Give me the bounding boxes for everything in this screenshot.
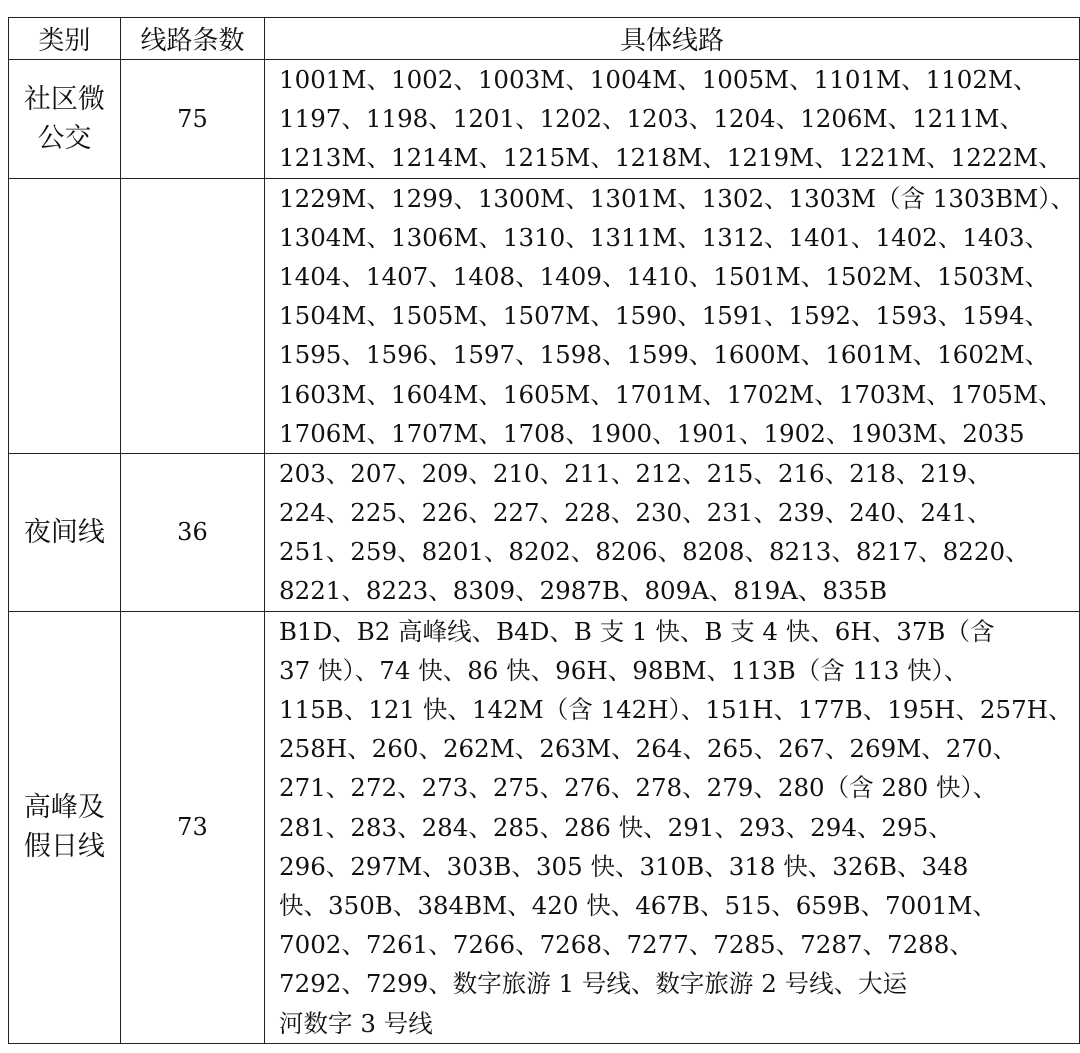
category-label: 假日线 (23, 831, 105, 863)
routes-cell (265, 453, 1080, 611)
route-line: 1504M、1505M、1507M、1590、1591、1592、1593、1594、 (279, 301, 1050, 331)
route-line: 224、225、226、227、228、230、231、239、240、241、 (279, 498, 992, 528)
category-label: 高峰及 (23, 792, 105, 824)
table-row (9, 60, 1080, 179)
category-cell (9, 60, 121, 179)
route-line: 1706M、1707M、1708、1900、1901、1902、1903M、2035 (279, 418, 1025, 448)
route-line: 河数字 3 号线 (279, 1008, 433, 1038)
table-row (9, 453, 1080, 611)
category-label: 公交 (37, 122, 92, 154)
route-line: 1001M、1002、1003M、1004M、1005M、1101M、1102M、 (279, 65, 1038, 94)
category-label: 社区微 (23, 83, 105, 115)
header-row (9, 18, 1080, 60)
routes-cell (265, 178, 1080, 453)
category-cell (9, 453, 121, 611)
route-count-cell (120, 178, 264, 453)
category-label: 夜间线 (23, 516, 105, 548)
bus-routes-table (8, 17, 1080, 1044)
route-line: 1603M、1604M、1605M、1701M、1702M、1703M、1705M、 (279, 379, 1063, 409)
route-line: 258H、260、262M、263M、264、265、267、269M、270、 (279, 734, 1018, 764)
route-line: 296、297M、303B、305 快、310B、318 快、326B、348 (279, 851, 969, 881)
header-routes: 具体线路 (265, 18, 1080, 60)
route-line: 37 快）、74 快、86 快、96H、98BM、113B（含 113 快）、 (279, 655, 969, 685)
route-line: 快、350B、384BM、420 快、467B、515、659B、7001M、 (279, 890, 997, 920)
route-line: 1595、1596、1597、1598、1599、1600M、1601M、1602M、 (279, 340, 1050, 370)
route-line: 7292、7299、数字旅游 1 号线、数字旅游 2 号线、大运 (279, 969, 908, 999)
category-cell (9, 178, 121, 453)
route-line: 1304M、1306M、1310、1311M、1312、1401、1402、1403、 (279, 222, 1050, 252)
route-line: 8221、8223、8309、2987B、809A、819A、835B (279, 576, 888, 606)
route-line: 1213M、1214M、1215M、1218M、1219M、1221M、1222M、 (279, 143, 1063, 173)
route-line: 271、272、273、275、276、278、279、280（含 280 快）、 (279, 773, 998, 803)
header-count: 线路条数 (120, 18, 264, 60)
routes-cell (265, 60, 1080, 179)
routes-cell (265, 611, 1080, 1043)
category-cell (9, 611, 121, 1043)
route-count-cell: 36 (120, 453, 264, 611)
table-row (9, 611, 1080, 1043)
route-line: 203、207、209、210、211、212、215、216、218、219、 (279, 458, 992, 488)
table-row (9, 178, 1080, 453)
route-count-cell: 75 (120, 60, 264, 179)
route-line: 281、283、284、285、286 快、291、293、294、295、 (279, 812, 953, 842)
route-line: B1D、B2 高峰线、B4D、B 支 1 快、B 支 4 快、6H、37B（含 (279, 616, 995, 646)
route-line: 1404、1407、1408、1409、1410、1501M、1502M、1503M、 (279, 261, 1050, 291)
route-line: 115B、121 快、142M（含 142H）、151H、177B、195H、257H、 (279, 695, 1073, 724)
route-line: 1197、1198、1201、1202、1203、1204、1206M、1211M、 (279, 104, 1025, 134)
route-line: 7002、7261、7266、7268、7277、7285、7287、7288、 (279, 930, 974, 960)
route-count-cell: 73 (120, 611, 264, 1043)
route-line: 1229M、1299、1300M、1301M、1302、1303M（含 1303BM）、 (279, 183, 1075, 213)
header-category: 类别 (9, 18, 121, 60)
route-line: 251、259、8201、8202、8206、8208、8213、8217、8220、 (279, 537, 1030, 567)
